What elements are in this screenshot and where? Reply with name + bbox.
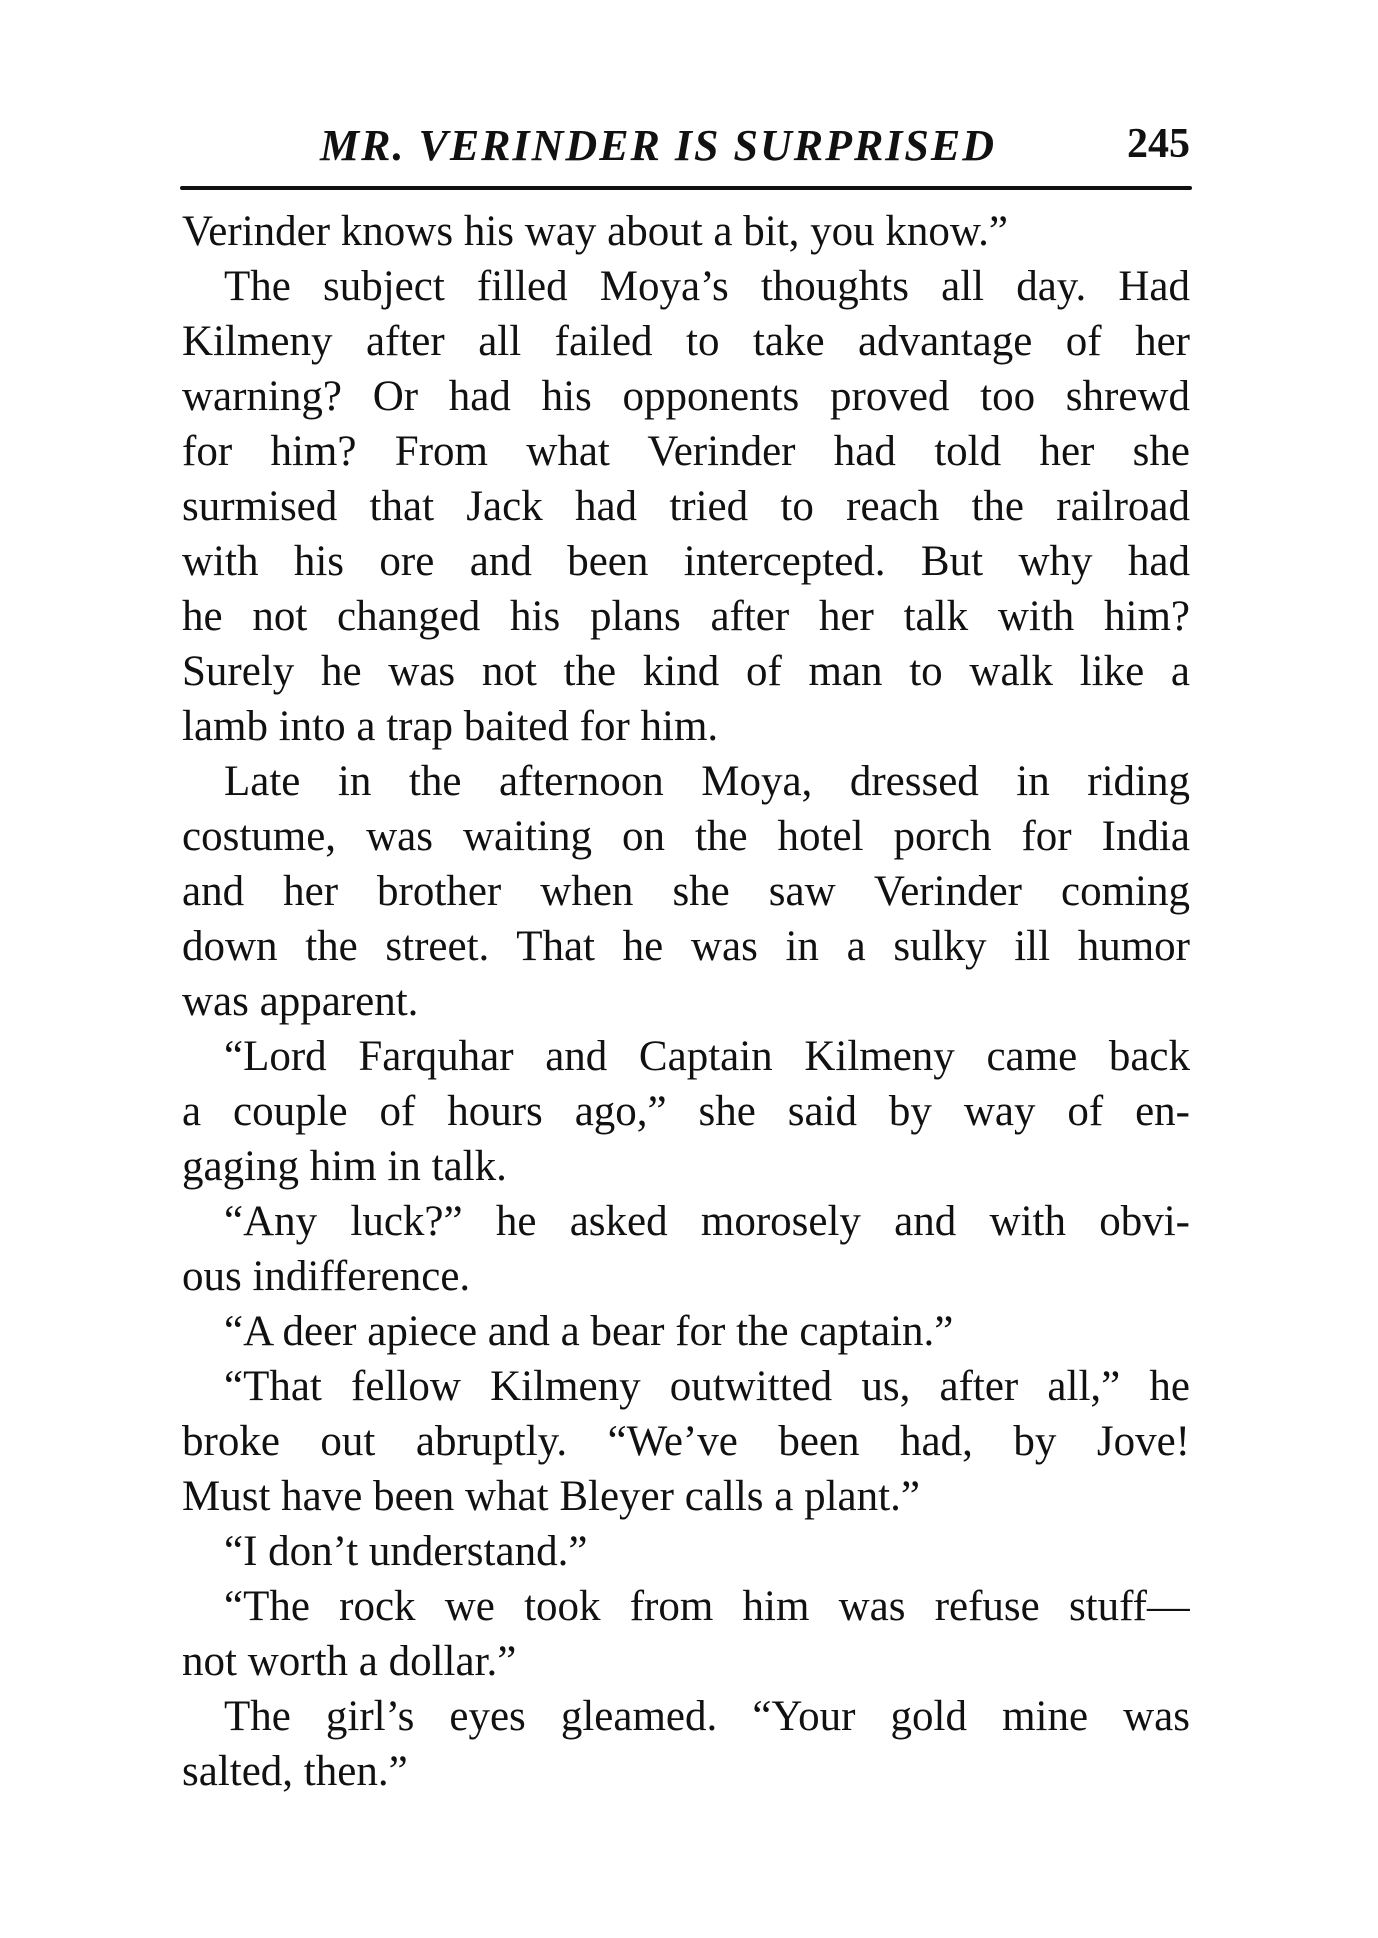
page-header (182, 112, 1190, 174)
text-line: “The rock we took from him was refuse stuff— (224, 1583, 1190, 1630)
text-line: he not changed his plans after her talk with him? (182, 593, 1190, 640)
text-line: was apparent. (182, 978, 419, 1025)
header-rule (180, 186, 1192, 190)
text-line: gaging him in talk. (182, 1143, 507, 1190)
text-line: surmised that Jack had tried to reach the railroad (182, 483, 1190, 530)
text-line: down the street. That he was in a sulky ill humor (182, 923, 1190, 970)
text-line: Verinder knows his way about a bit, you know.” (182, 208, 1009, 255)
text-line: “I don’t understand.” (224, 1528, 588, 1575)
body-text (182, 204, 1190, 1799)
text-line: salted, then.” (182, 1748, 408, 1795)
text-line: The subject filled Moya’s thoughts all day. Had (224, 263, 1190, 310)
text-line: Must have been what Bleyer calls a plant.” (182, 1473, 920, 1520)
text-line: and her brother when she saw Verinder coming (182, 868, 1190, 915)
text-line: for him? From what Verinder had told her she (182, 428, 1190, 475)
text-line: Late in the afternoon Moya, dressed in riding (224, 758, 1190, 805)
text-line: with his ore and been intercepted. But why had (182, 538, 1190, 585)
text-line: “That fellow Kilmeny outwitted us, after all,” he (224, 1363, 1190, 1410)
text-line: lamb into a trap baited for him. (182, 703, 719, 750)
running-title: MR. VERINDER IS SURPRISED (320, 121, 997, 170)
text-line: Kilmeny after all failed to take advantage of her (182, 318, 1190, 365)
text-line: warning? Or had his opponents proved too shrewd (182, 373, 1190, 420)
text-line: “Lord Farquhar and Captain Kilmeny came back (224, 1033, 1190, 1080)
page-number: 245 (1127, 121, 1190, 167)
text-line: a couple of hours ago,” she said by way of en- (182, 1088, 1190, 1135)
text-line: ous indifference. (182, 1253, 471, 1300)
text-line: Surely he was not the kind of man to walk like a (182, 648, 1190, 695)
text-line: broke out abruptly. “We’ve been had, by Jove! (182, 1418, 1190, 1465)
text-line: “A deer apiece and a bear for the captain.” (224, 1308, 954, 1355)
text-line: costume, was waiting on the hotel porch for India (182, 813, 1190, 860)
text-line: not worth a dollar.” (182, 1638, 517, 1685)
text-line: The girl’s eyes gleamed. “Your gold mine was (224, 1693, 1190, 1740)
text-line: “Any luck?” he asked morosely and with obvi- (224, 1198, 1190, 1245)
